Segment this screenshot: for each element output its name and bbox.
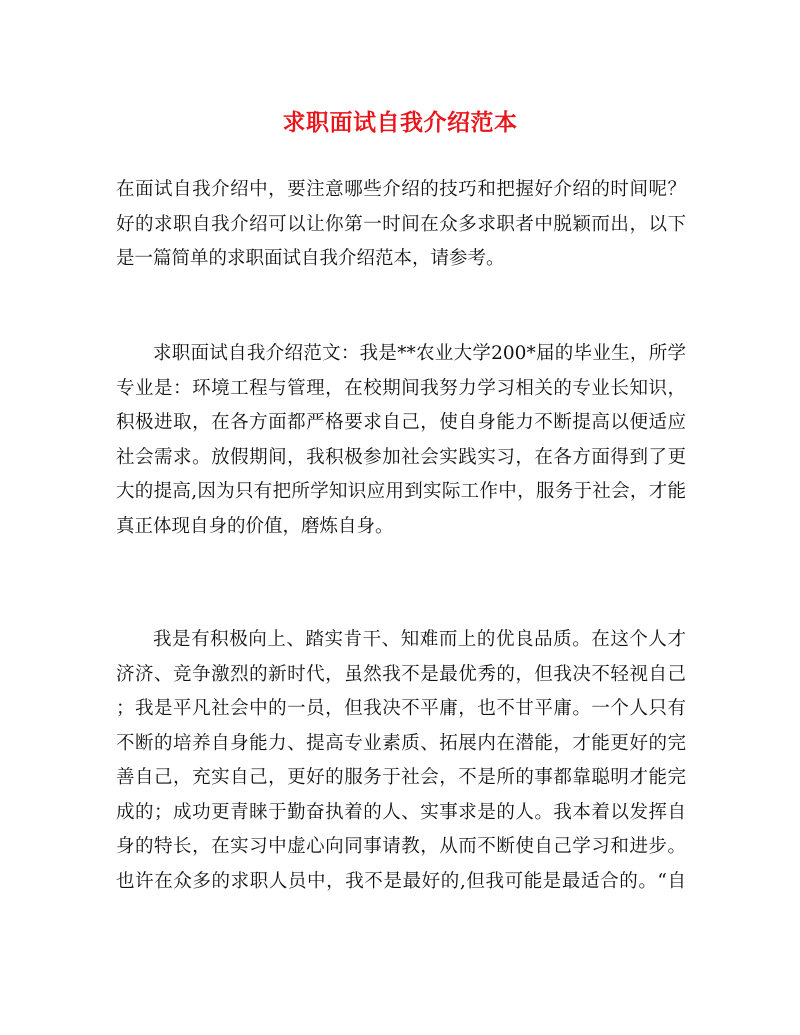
paragraph-line: ；我是平凡社会中的一员，但我决不平庸，也不甘平庸。一个人只有 bbox=[116, 698, 686, 719]
document-title: 求职面试自我介绍范本 bbox=[282, 109, 518, 136]
paragraph-qualities bbox=[116, 623, 686, 899]
paragraph-line: 大的提高,因为只有把所学知识应用到实际工作中，服务于社会，才能 bbox=[116, 481, 686, 502]
paragraph-line: 专业是：环境工程与管理，在校期间我努力学习相关的专业长知识， bbox=[116, 377, 686, 399]
paragraph-line: 我是有积极向上、踏实肯干、知难而上的优良品质。在这个人才 bbox=[153, 629, 686, 650]
paragraph-line: 在面试自我介绍中，要注意哪些介绍的技巧和把握好介绍的时间呢？ bbox=[116, 179, 686, 200]
paragraph-intro bbox=[116, 173, 686, 277]
paragraph-line: 不断的培养自身能力、提高专业素质、拓展内在潜能，才能更好的完 bbox=[116, 732, 686, 754]
paragraph-line: 善自己，充实自己，更好的服务于社会，不是所的事都靠聪明才能完 bbox=[116, 767, 686, 788]
paragraph-line: 身的特长，在实习中虚心向同事请教，从而不断使自己学习和进步。 bbox=[116, 836, 686, 857]
paragraph-sample bbox=[116, 337, 686, 544]
paragraph-line: 是一篇简单的求职面试自我介绍范本，请参考。 bbox=[116, 248, 505, 269]
paragraph-line: 好的求职自我介绍可以让你第一时间在众多求职者中脱颖而出，以下 bbox=[116, 213, 686, 235]
paragraph-line: 社会需求。放假期间，我积极参加社会实践实习，在各方面得到了更 bbox=[116, 446, 686, 468]
paragraph-line: 也许在众多的求职人员中，我不是最好的,但我可能是最适合的。“自 bbox=[116, 870, 686, 892]
paragraph-line: 真正体现自身的价值，磨炼自身。 bbox=[116, 515, 394, 537]
paragraph-line: 求职面试自我介绍范文：我是**农业大学200*届的毕业生，所学 bbox=[153, 343, 686, 364]
paragraph-line: 成的；成功更青睐于勤奋执着的人、实事求是的人。我本着以发挥自 bbox=[116, 801, 686, 823]
paragraph-line: 济济、竞争激烈的新时代，虽然我不是最优秀的，但我决不轻视自己 bbox=[116, 663, 686, 685]
paragraph-line: 积极进取，在各方面都严格要求自己，使自身能力不断提高以便适应 bbox=[116, 412, 686, 433]
